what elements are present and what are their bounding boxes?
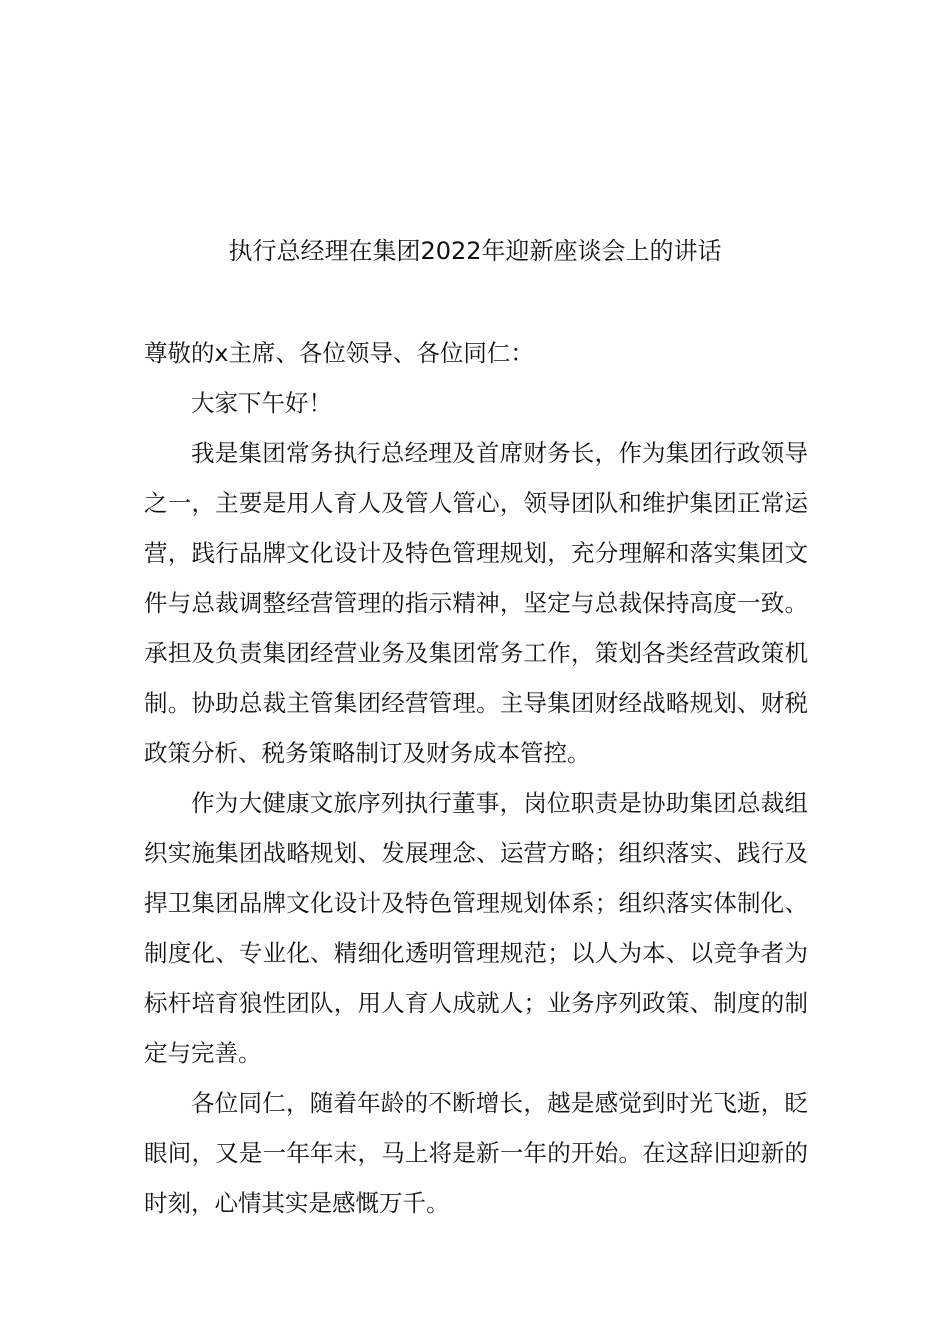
paragraph-role-cfo: 我是集团常务执行总经理及首席财务长，作为集团行政领导之一，主要是用人育人及管人管心，领导团队和维护集团正常运营，践行品牌文化设计及特色管理规划，充分理解和落实集团文件与总裁调整经营管理的指示精神，坚定与总裁保持高度一致。承担及负责集团经营业务及集团常务工作，策划各类经营政策机制。协助总裁主管集团经营管理。主导集团财经战略规划、财税政策分析、税务策略制订及财务成本管控。 bbox=[144, 439, 808, 767]
document-body bbox=[144, 328, 808, 1228]
salutation: 尊敬的x主席、各位领导、各位同仁： bbox=[144, 339, 534, 367]
paragraph-reflection: 各位同仁，随着年龄的不断增长，越是感觉到时光飞逝，眨眼间，又是一年年末，马上将是新一年的开始。在这辞旧迎新的时刻，心情其实是感慨万千。 bbox=[144, 1089, 808, 1217]
paragraph-greeting: 大家下午好！ bbox=[191, 389, 332, 417]
paragraph-role-director: 作为大健康文旅序列执行董事，岗位职责是协助集团总裁组织实施集团战略规划、发展理念、运营方略；组织落实、践行及捍卫集团品牌文化设计及特色管理规划体系；组织落实体制化、制度化、专业化、精细化透明管理规范；以人为本、以竞争者为标杆培育狼性团队，用人育人成就人；业务序列政策、制度的制定与完善。 bbox=[144, 789, 808, 1067]
document-title: 执行总经理在集团2022年迎新座谈会上的讲话 bbox=[228, 237, 722, 265]
